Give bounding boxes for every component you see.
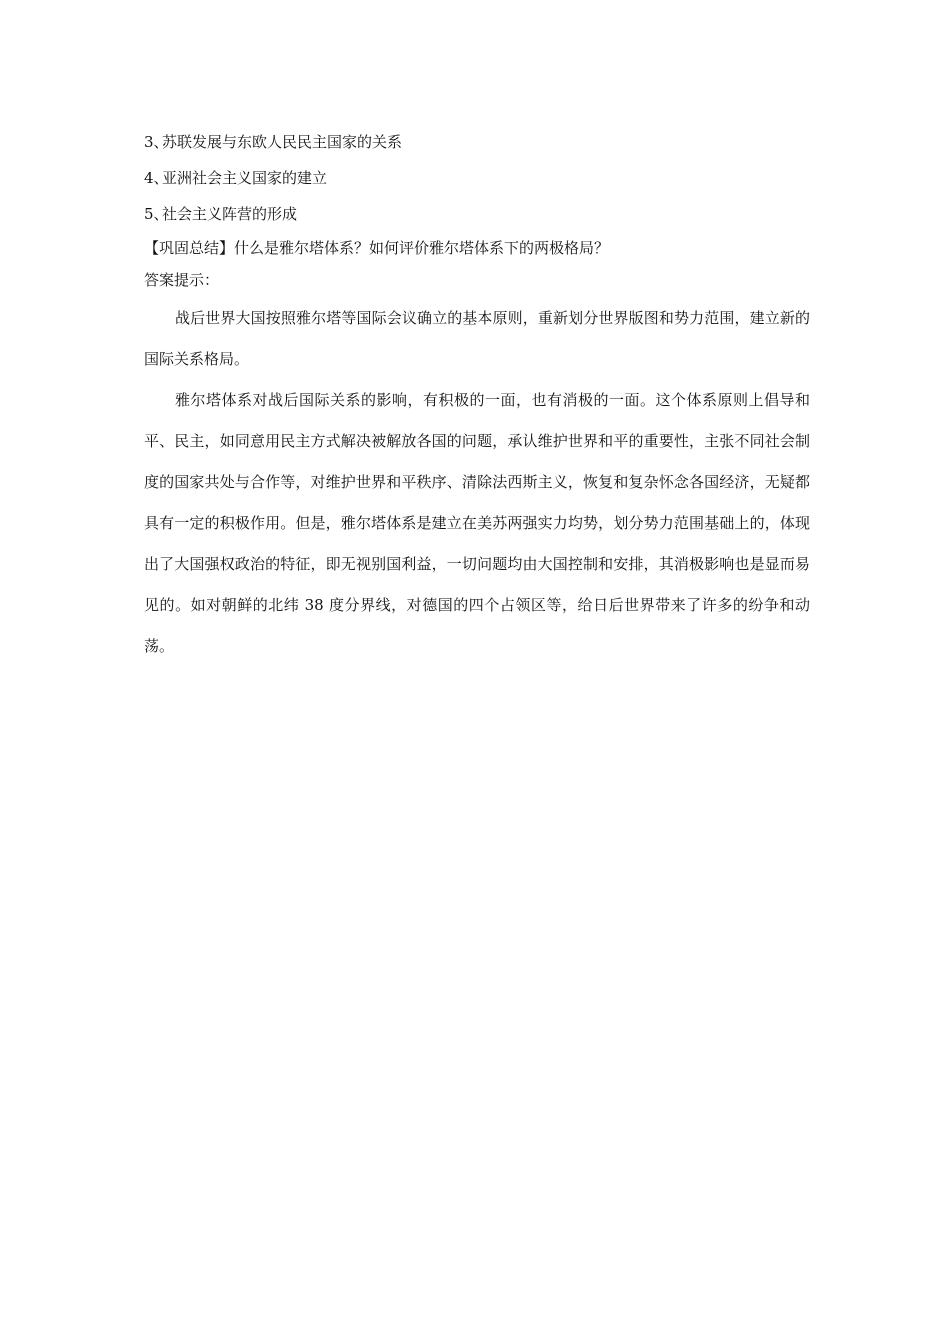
list-item [144, 196, 810, 232]
list-item-text: 社会主义阵营的形成 [162, 205, 298, 223]
list-item-text: 苏联发展与东欧人民民主国家的关系 [162, 133, 403, 151]
list-item [144, 124, 810, 160]
list-item-number: 5、 [144, 205, 169, 223]
document-content [144, 124, 810, 667]
list-item-text: 亚洲社会主义国家的建立 [162, 169, 328, 187]
answer-hint-label: 答案提示： [144, 271, 220, 289]
summary-heading: 【巩固总结】什么是雅尔塔体系？如何评价雅尔塔体系下的两极格局？ [144, 239, 610, 257]
list-item-number: 3、 [144, 133, 169, 151]
list-item [144, 160, 810, 196]
list-item-number: 4、 [144, 169, 169, 187]
answer-paragraph: 雅尔塔体系对战后国际关系的影响，有积极的一面，也有消极的一面。这个体系原则上倡导和平、民主，如同意用民主方式解决被解放各国的问题，承认维护世界和平的重要性，主张不同社会制度的国家共处与合作等，对维护世界和平秩序、清除法西斯主义，恢复和复杂怀念各国经济，无疑都具有一定的积极作用。但是，雅尔塔体系是建立在美苏两强实力均势，划分势力范围基础上的，体现出了大国强权政治的特征，即无视别国利益，一切问题均由大国控制和安排，其消极影响也是显而易见的。如对朝鲜的北纬 38 度分界线，对德国的四个占领区等，给日后世界带来了许多的纷争和动荡。 [144, 391, 810, 655]
answer-paragraph: 战后世界大国按照雅尔塔等国际会议确立的基本原则，重新划分世界版图和势力范围，建立新的国际关系格局。 [144, 309, 810, 368]
